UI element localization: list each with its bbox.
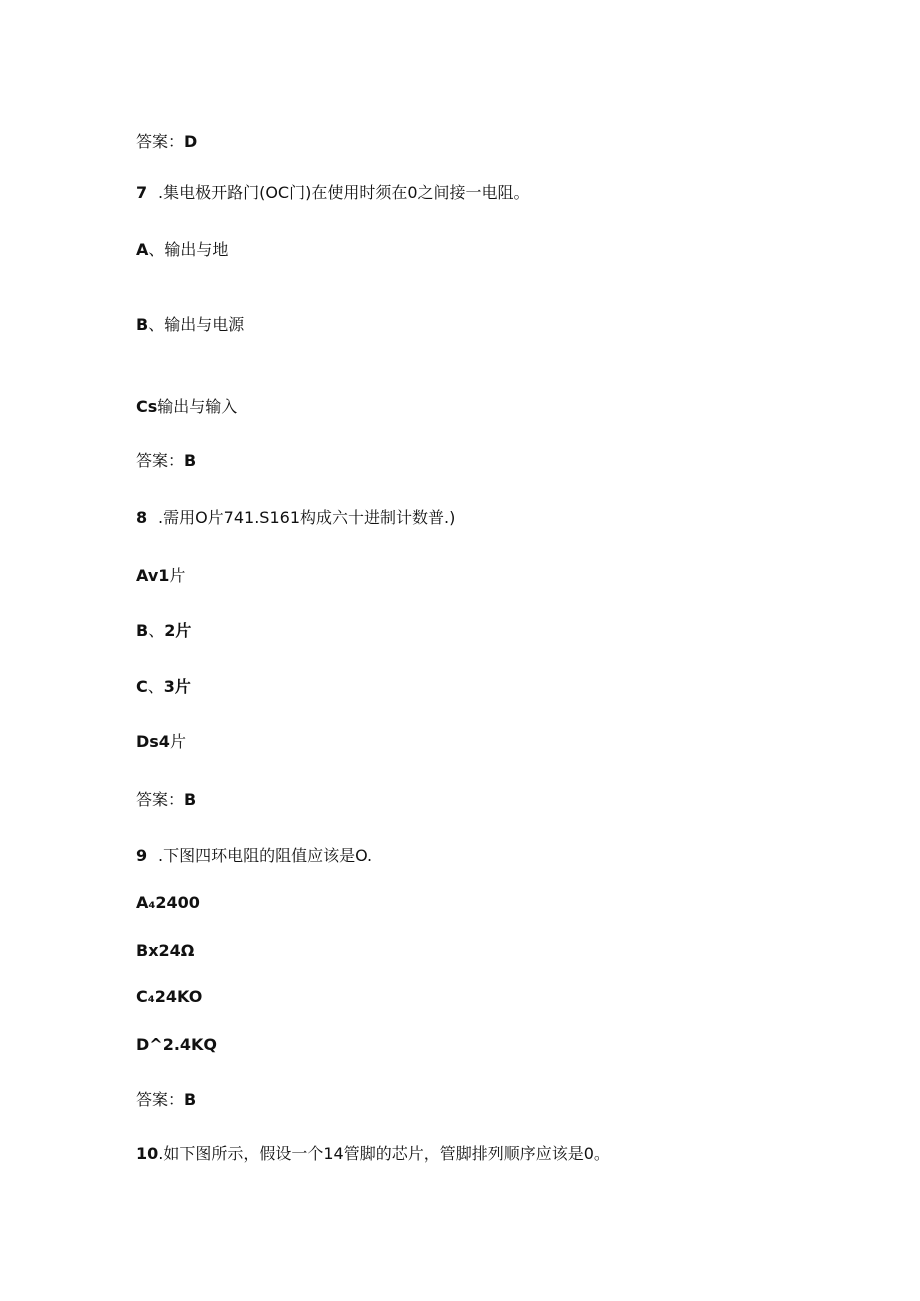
option-text: D^2.4KQ	[136, 1035, 218, 1054]
option-key: Av1	[136, 566, 170, 585]
option-key: A	[136, 240, 149, 259]
option-text: 2片	[164, 621, 192, 640]
option-text: Bx24Ω	[136, 941, 195, 960]
question-8	[136, 507, 455, 529]
question-text: .如下图所示，假设一个14管脚的芯片，管脚排列顺序应该是0。	[158, 1144, 610, 1163]
option-b	[136, 940, 194, 962]
option-key: B	[136, 315, 149, 334]
answer-line	[136, 131, 197, 153]
option-text: 输出与电源	[164, 315, 245, 334]
option-text: 输出与输入	[157, 397, 238, 416]
option-text: 输出与地	[164, 240, 229, 259]
option-a	[136, 892, 200, 914]
option-text: 3片	[163, 677, 191, 696]
option-a: A、输出与地	[136, 240, 229, 259]
option-c	[136, 396, 237, 418]
option-b: B、2片	[136, 621, 192, 640]
option-text: 片	[169, 566, 186, 585]
answer-line	[136, 1089, 196, 1111]
answer-value: B	[184, 790, 197, 809]
option-b: B、输出与电源	[136, 315, 245, 334]
question-text: .下图四环电阻的阻值应该是O.	[158, 846, 373, 865]
question-number: 9	[136, 846, 148, 865]
question-number: 7	[136, 183, 148, 202]
answer-label: 答案：	[136, 451, 185, 470]
answer-label: 答案：	[136, 132, 185, 151]
question-9	[136, 845, 372, 867]
option-c: C、3片	[136, 677, 191, 696]
option-key: B	[136, 621, 149, 640]
option-key: Cs	[136, 397, 158, 416]
question-10	[136, 1143, 610, 1165]
option-c	[136, 986, 202, 1008]
answer-value: B	[184, 451, 197, 470]
option-d	[136, 1034, 217, 1056]
answer-value: B	[184, 1090, 197, 1109]
option-text: C₄24KO	[136, 987, 203, 1006]
answer-value: D	[184, 132, 198, 151]
question-number: 10	[136, 1144, 159, 1163]
answer-line	[136, 450, 196, 472]
answer-label: 答案：	[136, 1090, 185, 1109]
question-7	[136, 182, 530, 204]
option-key: Ds4	[136, 732, 170, 751]
option-a	[136, 565, 185, 587]
question-text: .集电极开路门(OC门)在使用时须在0之间接一电阻。	[158, 183, 530, 202]
option-text: 片	[169, 732, 186, 751]
question-text: .需用O片741.S161构成六十进制计数普.)	[158, 508, 456, 527]
option-d	[136, 731, 186, 753]
question-number: 8	[136, 508, 148, 527]
option-key: C	[136, 677, 148, 696]
answer-line	[136, 789, 196, 811]
option-text: A₄2400	[136, 893, 200, 912]
answer-label: 答案：	[136, 790, 185, 809]
